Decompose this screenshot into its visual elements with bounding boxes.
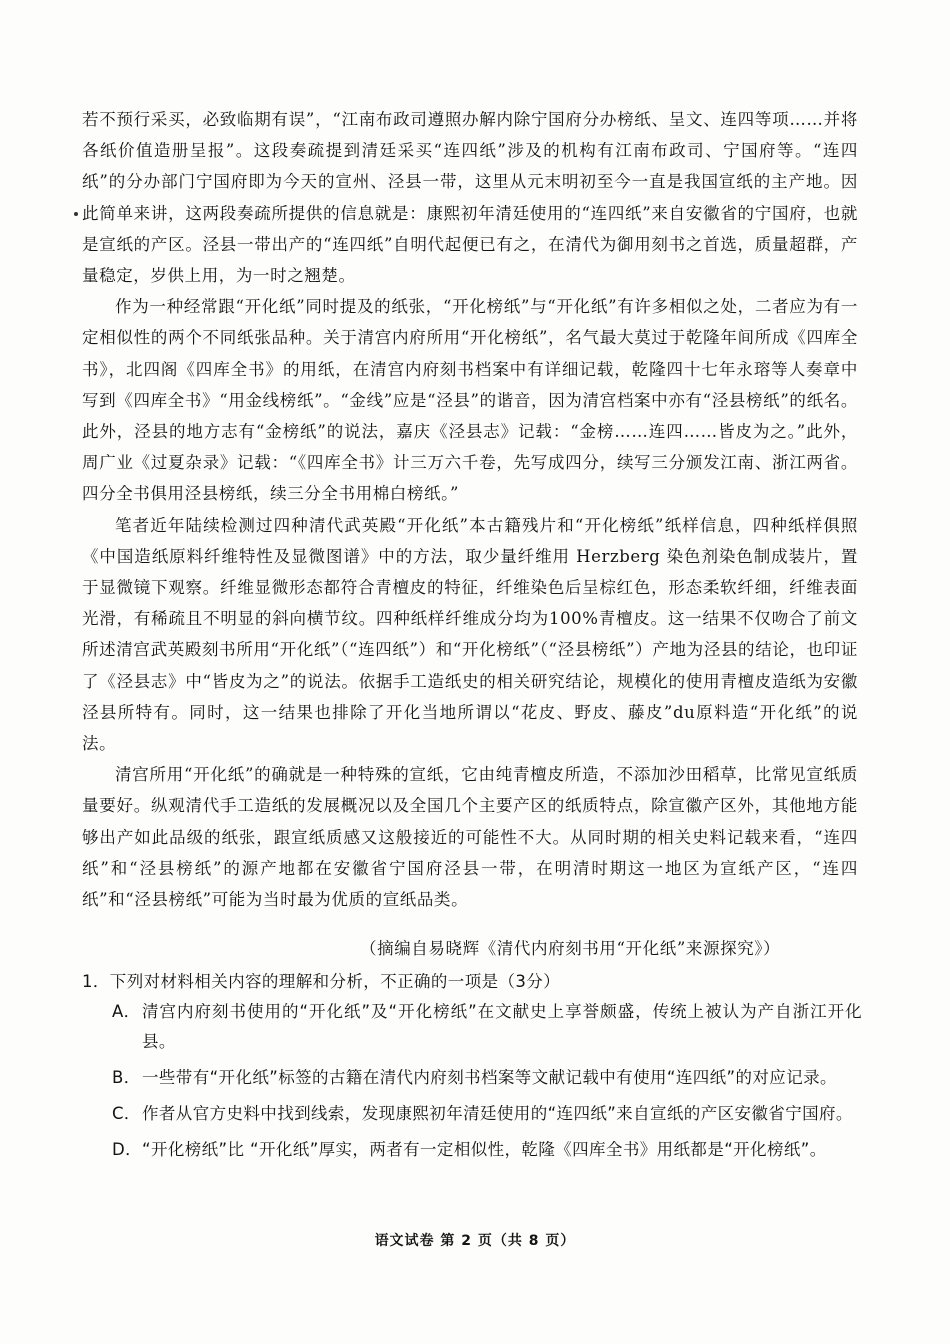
question-stem: 1．下列对材料相关内容的理解和分析，不正确的一项是（3分） (82, 972, 561, 991)
passage-paragraph: 作为一种经常跟“开化纸”同时提及的纸张，“开化榜纸”与“开化纸”有许多相似之处，二者应为有一定相似性的两个不同纸张品种。关于清宫内府所用“开化榜纸”，名气最大莫过于乾隆年间所成《四库全书》，北四阁《四库全书》的用纸，在清宫内府刻书档案中有详细记载，乾隆四十七年永瑢等人奏章中写到《四库全书》“用金线榜纸”。“金线”应是“泾县”的谐音，因为清宫档案中亦有“泾县榜纸”的纸名。此外，泾县的地方志有“金榜纸”的说法，嘉庆《泾县志》记载：“金榜……连四……皆皮为之。”此外，周广业《过夏杂录》记载：“《四库全书》计三万六千卷，先写成四分，续写三分颁发江南、浙江两省。四分全书俱用泾县榜纸，续三分全书用棉白榜纸。” (82, 297, 858, 504)
option-c (82, 1099, 862, 1129)
passage-paragraph: 若不预行采买，必致临期有误”，“江南布政司遵照办解内除宁国府分办榜纸、呈文、连四等项……并将各纸价值造册呈报”。这段奏疏提到清廷采买“连四纸”涉及的机构有江南布政司、宁国府等。“连四纸”的分办部门宁国府即为今天的宣州、泾县一带，这里从元末明初至今一直是我国宣纸的主产地。因此简单来讲，这两段奏疏所提供的信息就是：康熙初年清廷使用的“连四纸”来自安徽省的宁国府，也就是宣纸的产区。泾县一带出产的“连四纸”自明代起便已有之，在清代为御用刻书之首选，质量超群，产量稳定，岁供上用，为一时之翘楚。 (82, 110, 858, 286)
option-text: “开化榜纸”比 “开化纸”厚实，两者有一定相似性，乾隆《四库全书》用纸都是“开化榜纸”。 (142, 1140, 827, 1159)
option-text: 作者从官方史料中找到线索，发现康熙初年清廷使用的“连四纸”来自宣纸的产区安徽省宁国府。 (142, 1104, 853, 1123)
passage-source-citation: （摘编自易晓辉《清代内府刻书用“开化纸”来源探究》） (360, 939, 781, 958)
option-letter: D． (112, 1140, 143, 1159)
scan-speck (74, 212, 78, 216)
reading-passage (82, 104, 858, 915)
passage-paragraph: 笔者近年陆续检测过四种清代武英殿“开化纸”本古籍残片和“开化榜纸”纸样信息，四种纸样俱照《中国造纸原料纤维特性及显微图谱》中的方法，取少量纤维用 Herzberg 染色剂染色制成装片，置于显微镜下观察。纤维显微形态都符合青檀皮的特征，纤维染色后呈棕红色，形态柔软纤细，纤维表面光滑，有稀疏且不明显的斜向横节纹。四种纸样纤维成分均为100%青檀皮。这一结果不仅吻合了前文所述清宫武英殿刻书所用“开化纸”（“连四纸”）和“开化榜纸”（“泾县榜纸”）产地为泾县的结论，也印证了《泾县志》中“皆皮为之”的说法。依据手工造纸史的相关研究结论，规模化的使用青檀皮造纸为安徽泾县所特有。同时，这一结果也排除了开化当地所谓以“花皮、野皮、藤皮”du原料造“开化纸”的说法。 (82, 515, 858, 754)
option-a (82, 997, 862, 1057)
question-1 (82, 967, 862, 1165)
option-text: 清宫内府刻书使用的“开化纸”及“开化榜纸”在文献史上享誉颇盛，传统上被认为产自浙江开化县。 (142, 1002, 862, 1051)
page-footer: 语文试卷 第 2 页（共 8 页） (374, 1233, 576, 1249)
option-letter: A． (112, 1002, 141, 1021)
option-letter: C． (112, 1104, 141, 1123)
option-b (82, 1063, 862, 1093)
option-d (82, 1135, 862, 1165)
passage-paragraph: 清宫所用“开化纸”的确就是一种特殊的宣纸，它由纯青檀皮所造，不添加沙田稻草，比常见宣纸质量要好。纵观清代手工造纸的发展概况以及全国几个主要产区的纸质特点，除宣徽产区外，其他地方能够出产如此品级的纸张，跟宣纸质感又这般接近的可能性不大。从同时期的相关史料记载来看，“连四纸”和“泾县榜纸”的源产地都在安徽省宁国府泾县一带，在明清时期这一地区为宣纸产区，“连四纸”和“泾县榜纸”可能为当时最为优质的宣纸品类。 (82, 765, 858, 910)
option-text: 一些带有“开化纸”标签的古籍在清代内府刻书档案等文献记载中有使用“连四纸”的对应记录。 (142, 1068, 837, 1087)
option-letter: B． (112, 1068, 141, 1087)
